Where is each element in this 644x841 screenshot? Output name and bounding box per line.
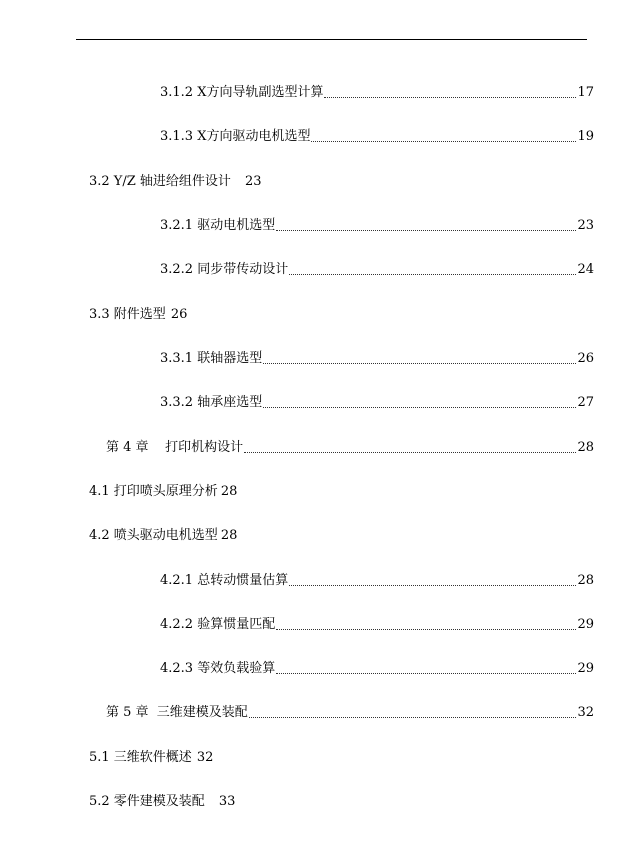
toc-entry-title: 3.3.2 轴承座选型: [160, 395, 263, 410]
toc-entry-title: 3.3.1 联轴器选型: [160, 351, 263, 366]
toc-entry-page: 19: [577, 129, 594, 144]
toc-entry[interactable]: [89, 174, 261, 190]
toc-entry-page: 28: [220, 484, 238, 499]
toc-entry-title: 4.2.1 总转动惯量估算: [160, 573, 289, 588]
toc-entry[interactable]: [160, 351, 594, 367]
toc-entry[interactable]: [89, 794, 235, 810]
toc-entry[interactable]: [160, 617, 594, 633]
toc-entry-page: 32: [196, 750, 214, 765]
toc-entry-title: 3.3 附件选型: [89, 307, 166, 322]
toc-entry[interactable]: [160, 573, 594, 589]
toc-entry[interactable]: [89, 484, 237, 500]
toc-entry-title: 3.2.2 同步带传动设计: [160, 262, 289, 277]
toc-entry[interactable]: [160, 661, 594, 677]
toc-entry[interactable]: [160, 129, 594, 145]
toc-entry[interactable]: [160, 395, 594, 411]
toc-entry-title: 3.2.1 驱动电机选型: [160, 218, 276, 233]
toc-entry-page: 28: [220, 528, 238, 543]
toc-entry[interactable]: [160, 218, 594, 234]
toc-dot-leader: [311, 141, 576, 142]
toc-entry[interactable]: [89, 307, 187, 323]
toc-entry-page: 23: [577, 218, 594, 233]
toc-entry-title: 5.2 零件建模及装配: [89, 794, 205, 809]
toc-entry-title: 3.1.2 X方向导轨副选型计算: [160, 85, 324, 100]
toc-entry[interactable]: [160, 85, 594, 101]
toc-entry[interactable]: [106, 440, 594, 456]
toc-dot-leader: [289, 274, 576, 275]
toc-entry-page: 27: [577, 395, 594, 410]
toc-entry-title: 3.2 Y/Z 轴进给组件设计: [89, 174, 231, 189]
toc-dot-leader: [276, 230, 576, 231]
toc-entry-title: 5.1 三维软件概述: [89, 750, 192, 765]
toc-dot-leader: [249, 717, 577, 718]
toc-entry-page: 17: [577, 85, 594, 100]
toc-entry-title: 4.1 打印喷头原理分析: [89, 484, 218, 499]
toc-entry-title: 4.2 喷头驱动电机选型: [89, 528, 218, 543]
toc-entry[interactable]: [89, 528, 237, 544]
toc-dot-leader: [263, 407, 576, 408]
toc-entry-page: 23: [244, 174, 262, 189]
toc-entry-title: 第 4 章 打印机构设计: [106, 440, 244, 455]
toc-entry[interactable]: [160, 262, 594, 278]
toc-entry-page: 26: [577, 351, 594, 366]
toc-entry-page: 28: [577, 440, 594, 455]
toc-entry-page: 26: [170, 307, 188, 322]
toc-entry-title: 4.2.2 验算惯量匹配: [160, 617, 276, 632]
toc-dot-leader: [289, 585, 576, 586]
toc-dot-leader: [263, 363, 576, 364]
header-rule: [76, 39, 587, 40]
toc-entry-page: 24: [577, 262, 594, 277]
toc-entry[interactable]: [106, 705, 594, 721]
toc-dot-leader: [276, 629, 576, 630]
toc-entry[interactable]: [89, 750, 213, 766]
toc-entry-title: 4.2.3 等效负载验算: [160, 661, 276, 676]
toc-entry-page: 28: [577, 573, 594, 588]
toc-entry-title: 3.1.3 X方向驱动电机选型: [160, 129, 311, 144]
toc-dot-leader: [244, 452, 576, 453]
toc-entry-page: 33: [218, 794, 236, 809]
toc-dot-leader: [276, 673, 576, 674]
toc-entry-title: 第 5 章 三维建模及装配: [106, 705, 248, 720]
toc-entry-page: 32: [577, 705, 594, 720]
toc-dot-leader: [324, 97, 576, 98]
toc-entry-page: 29: [577, 661, 594, 676]
toc-entry-page: 29: [577, 617, 594, 632]
